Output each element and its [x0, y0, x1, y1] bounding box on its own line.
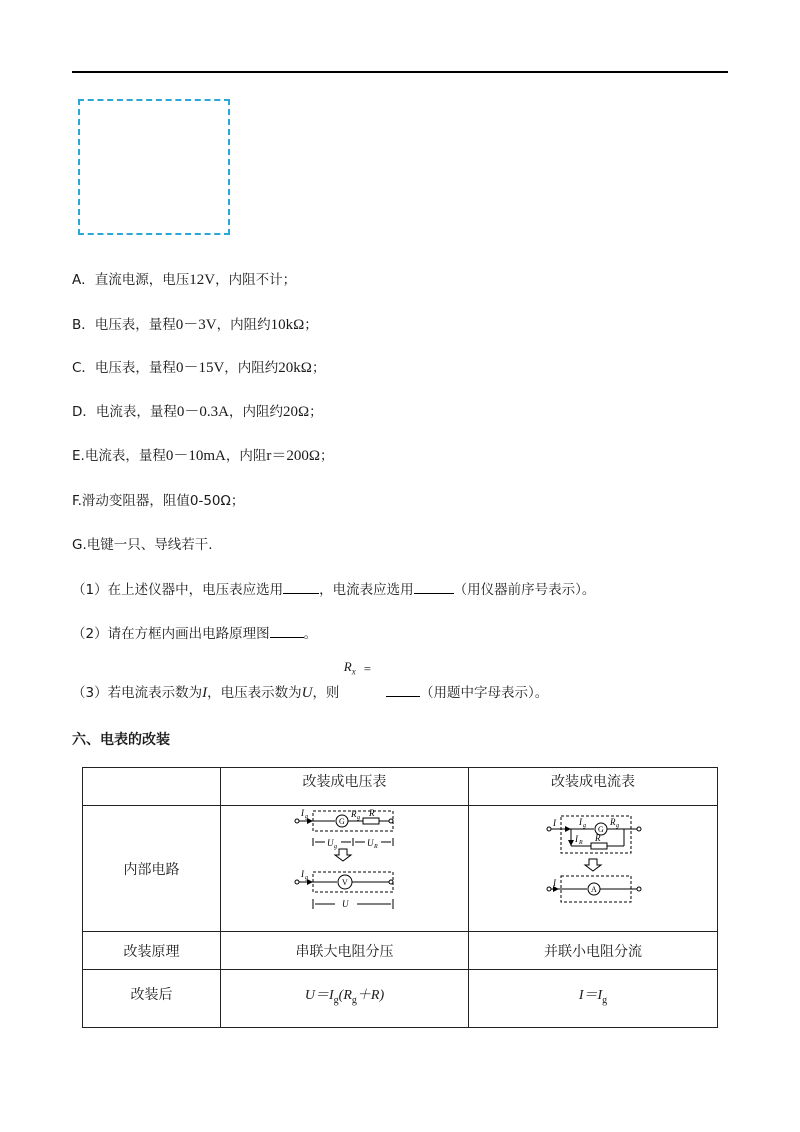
section-title: 六、电表的改装	[72, 732, 170, 748]
option-a: A．直流电源，电压12V，内阻不计；	[72, 272, 297, 288]
voltmeter-formula: $U=I_g(R_g+R)$	[221, 970, 469, 1028]
question-1: （1）在上述仪器中，电压表应选用 ，电流表应选用 （用仪器前序号表示）。	[72, 578, 595, 598]
svg-text:G: G	[598, 825, 604, 834]
svg-text:R: R	[579, 840, 583, 846]
question-3: （3）若电流表示数为I，电压表示数为U，则 $R_x$ = （用题中字母表示）。	[72, 659, 549, 701]
rx-expression: $R_x$ =	[343, 659, 372, 677]
voltmeter-principle: 串联大电阻分压	[221, 932, 469, 970]
voltmeter-circuit-diagram	[221, 806, 468, 931]
svg-text:U: U	[342, 899, 349, 909]
option-b: B．电压表，量程0－3V，内阻约10kΩ；	[72, 317, 318, 333]
svg-text:R: R	[369, 808, 375, 818]
svg-text:g: g	[583, 823, 586, 829]
svg-text:U: U	[327, 838, 334, 848]
option-e: E.电流表，量程0－10mA，内阻r＝200Ω；	[72, 448, 334, 464]
row-label-principle: 改装原理	[83, 932, 221, 970]
svg-text:R: R	[351, 809, 357, 819]
row-label-after: 改装后	[83, 970, 221, 1028]
option-c: C．电压表，量程0－15V，内阻约20kΩ；	[72, 360, 326, 376]
ammeter-principle: 并联小电阻分流	[469, 932, 718, 970]
top-rule	[72, 71, 728, 73]
svg-text:g: g	[334, 844, 337, 850]
option-f: F.滑动变阻器，阻值0-50Ω；	[72, 493, 245, 509]
answer-blank-voltmeter[interactable]	[283, 579, 319, 594]
circuit-drawing-box	[78, 99, 230, 235]
row-label-internal-circuit: 内部电路	[83, 806, 221, 932]
svg-text:R: R	[610, 817, 616, 827]
svg-text:I: I	[301, 869, 304, 879]
header-voltmeter: 改装成电压表	[221, 768, 469, 806]
answer-blank-rx[interactable]	[386, 682, 420, 697]
ammeter-circuit-cell	[469, 806, 718, 932]
label-ig: I	[301, 808, 304, 818]
svg-text:A: A	[591, 885, 597, 894]
svg-text:I: I	[579, 817, 582, 827]
question-2: （2）请在方框内画出电路原理图 。	[72, 622, 317, 642]
header-ammeter: 改装成电流表	[469, 768, 718, 806]
svg-text:g: g	[305, 814, 308, 820]
svg-text:G: G	[339, 817, 345, 826]
ammeter-formula: $I=I_g$	[469, 970, 718, 1028]
option-d: D．电流表，量程0－0.3A，内阻约20Ω；	[72, 404, 323, 420]
voltmeter-circuit-cell	[221, 806, 469, 932]
meter-conversion-table	[82, 767, 718, 1028]
svg-text:g: g	[357, 815, 360, 821]
ammeter-circuit-diagram	[469, 806, 717, 931]
svg-text:R: R	[595, 833, 601, 843]
answer-blank-ammeter[interactable]	[414, 579, 454, 594]
label-i: I	[553, 818, 556, 828]
svg-text:U: U	[367, 838, 374, 848]
svg-text:g: g	[616, 823, 619, 829]
header-empty-cell	[83, 768, 221, 806]
svg-text:g: g	[305, 875, 308, 881]
svg-text:I: I	[553, 878, 556, 888]
svg-text:I: I	[575, 834, 578, 844]
svg-text:R: R	[374, 844, 378, 850]
option-g: G.电键一只、导线若干.	[72, 537, 213, 553]
svg-text:V: V	[342, 878, 348, 887]
answer-blank-diagram[interactable]	[270, 623, 304, 638]
